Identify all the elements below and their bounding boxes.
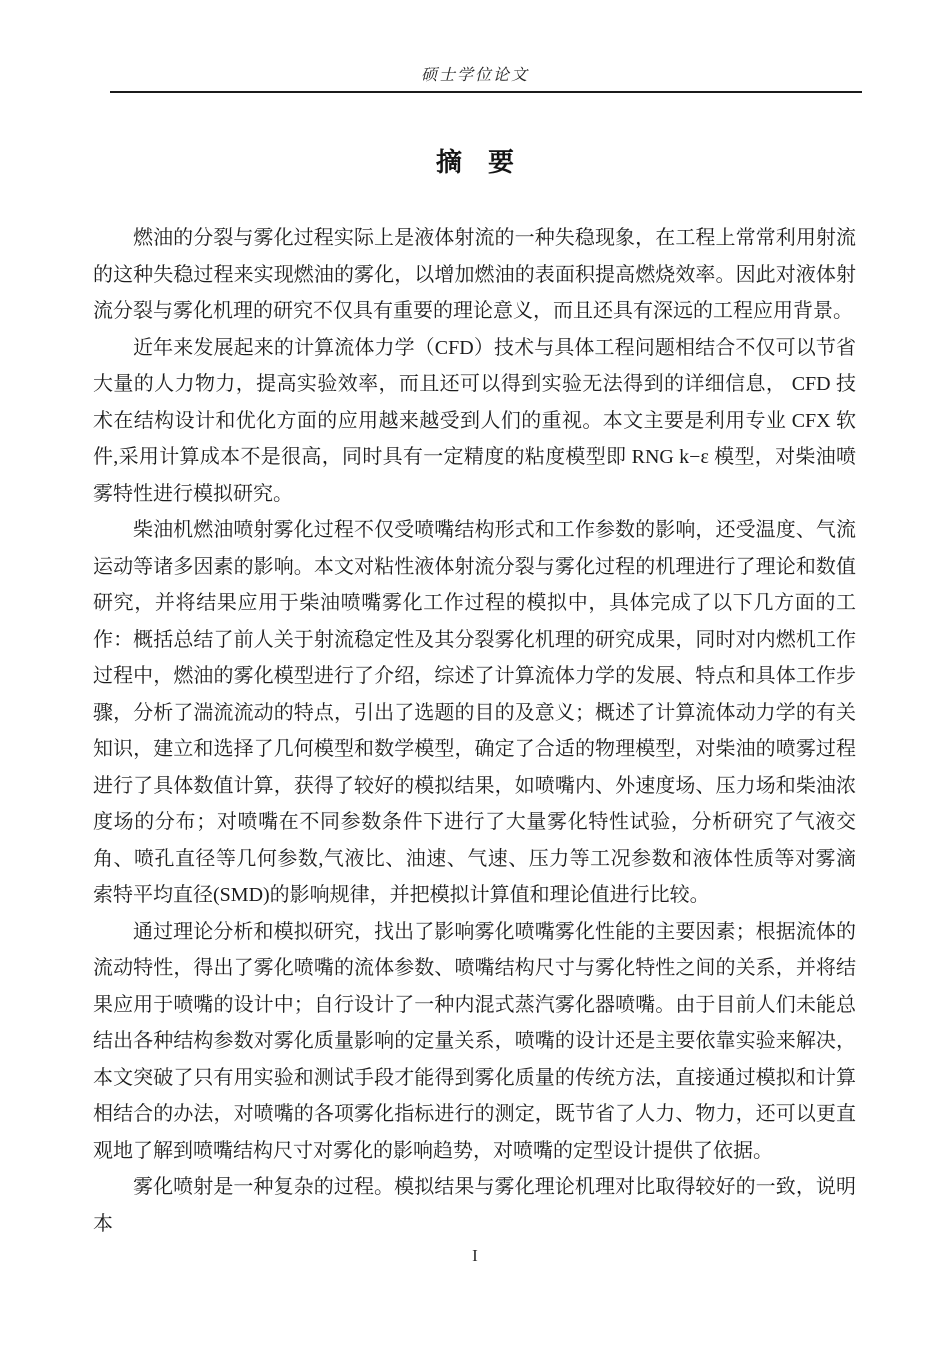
abstract-paragraph: 柴油机燃油喷射雾化过程不仅受喷嘴结构形式和工作参数的影响，还受温度、气流运动等诸多因素的影响。本文对粘性液体射流分裂与雾化过程的机理进行了理论和数值研究，并将结果应用于柴油喷嘴雾化工作过程的模拟中，具体完成了以下几方面的工作：概括总结了前人关于射流稳定性及其分裂雾化机理的研究成果，同时对内燃机工作过程中，燃油的雾化模型进行了介绍，综述了计算流体力学的发展、特点和具体工作步骤，分析了湍流流动的特点，引出了选题的目的及意义；概述了计算流体动力学的有关知识，建立和选择了几何模型和数学模型，确定了合适的物理模型，对柴油的喷雾过程进行了具体数值计算，获得了较好的模拟结果，如喷嘴内、外速度场、压力场和柴油浓度场的分布；对喷嘴在不同参数条件下进行了大量雾化特性试验，分析研究了气液交角、喷孔直径等几何参数,气液比、油速、气速、压力等工况参数和液体性质等对雾滴索特平均直径(SMD)的影响规律，并把模拟计算值和理论值进行比较。	[93, 519, 856, 906]
abstract-paragraph: 燃油的分裂与雾化过程实际上是液体射流的一种失稳现象，在工程上常常利用射流的这种失稳过程来实现燃油的雾化，以增加燃油的表面积提高燃烧效率。因此对液体射流分裂与雾化机理的研究不仅具有重要的理论意义，而且还具有深远的工程应用背景。	[93, 227, 856, 322]
page-number: I	[472, 1246, 478, 1265]
page-title: 摘 要	[435, 148, 514, 177]
abstract-paragraph: 通过理论分析和模拟研究，找出了影响雾化喷嘴雾化性能的主要因素；根据流体的流动特性，得出了雾化喷嘴的流体参数、喷嘴结构尺寸与雾化特性之间的关系，并将结果应用于喷嘴的设计中；自行设计了一种内混式蒸汽雾化器喷嘴。由于目前人们未能总结出各种结构参数对雾化质量影响的定量关系，喷嘴的设计还是主要依靠实验来解决，本文突破了只有用实验和测试手段才能得到雾化质量的传统方法，直接通过模拟和计算相结合的办法，对喷嘴的各项雾化指标进行的测定，既节省了人力、物力，还可以更直观地了解到喷嘴结构尺寸对雾化的影响趋势，对喷嘴的定型设计提供了依据。	[93, 920, 856, 1162]
running-header: 硕士学位论文	[420, 67, 529, 84]
abstract-body	[93, 220, 856, 1242]
header-rule	[110, 91, 862, 93]
abstract-paragraph: 近年来发展起来的计算流体力学（CFD）技术与具体工程问题相结合不仅可以节省大量的人力物力，提高实验效率，而且还可以得到实验无法得到的详细信息， CFD 技术在结构设计和优化方面的应用越来越受到人们的重视。本文主要是利用专业 CFX 软件,采用计算成本不是很高，同时具有一定精度的粘度模型即 RNG k−ε 模型，对柴油喷雾特性进行模拟研究。	[93, 336, 856, 505]
abstract-paragraph: 雾化喷射是一种复杂的过程。模拟结果与雾化理论机理对比取得较好的一致，说明本	[93, 1176, 856, 1235]
